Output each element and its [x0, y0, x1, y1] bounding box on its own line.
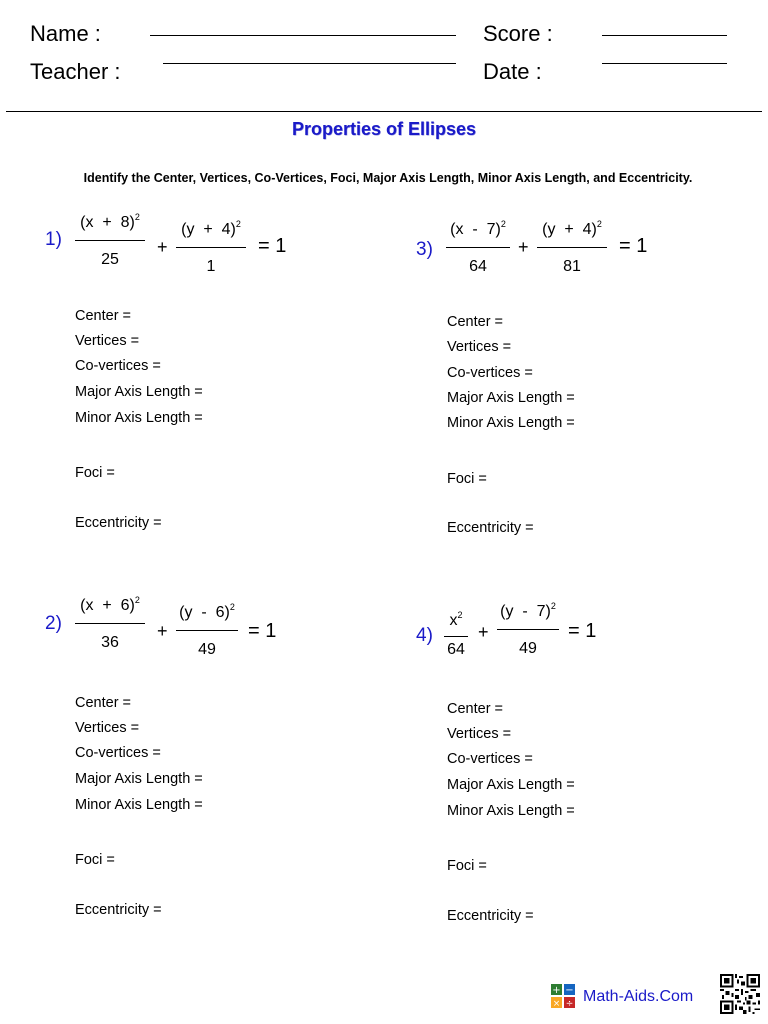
problem-number: 3)	[416, 239, 433, 260]
problem-number: 4)	[416, 625, 433, 646]
instructions: Identify the Center, Vertices, Co-Vertices, Foci, Major Axis Length, Minor Axis Length, and Eccentricity.	[83, 171, 693, 185]
major-axis-field[interactable]: Major Axis Length =	[447, 390, 575, 406]
co-vertices-field[interactable]: Co-vertices =	[75, 745, 161, 761]
header-divider	[6, 111, 762, 112]
page-title: Properties of Ellipses	[291, 119, 477, 139]
score-blank[interactable]	[602, 35, 727, 36]
foci-field[interactable]: Foci =	[75, 465, 115, 481]
fraction-y: (y - 7)$^2$ 49	[497, 601, 559, 658]
fraction-y: $(y + 4)^2$ 81	[537, 219, 607, 276]
plus-sign: +	[157, 621, 168, 641]
foci-field[interactable]: Foci =	[447, 471, 487, 487]
co-vertices-field[interactable]: Co-vertices =	[447, 365, 533, 381]
problem-number: 1)	[45, 229, 62, 250]
teacher-label: Teacher :	[30, 59, 121, 84]
plus-sign: +	[478, 622, 489, 642]
name-label: Name :	[30, 21, 101, 46]
minor-axis-field[interactable]: Minor Axis Length =	[447, 415, 575, 431]
teacher-blank[interactable]	[163, 63, 456, 64]
calculator-icon	[551, 984, 575, 1008]
eccentricity-field[interactable]: Eccentricity =	[447, 908, 534, 924]
center-field[interactable]: Center =	[447, 701, 504, 717]
equals-one: = 1	[248, 620, 277, 642]
fraction-y: (y - 6)$^2$ 49	[176, 602, 238, 659]
problem-number: 2)	[45, 613, 62, 634]
site-link[interactable]: Math-Aids.Com	[583, 988, 694, 1005]
qr-code-icon	[720, 974, 760, 1014]
center-field[interactable]: Center =	[75, 695, 132, 711]
foci-field[interactable]: Foci =	[447, 858, 487, 874]
major-axis-field[interactable]: Major Axis Length =	[447, 777, 575, 793]
equals-one: = 1	[258, 235, 287, 257]
fraction-x: $x^2$ 64	[444, 610, 468, 659]
center-field[interactable]: Center =	[447, 314, 504, 330]
name-blank[interactable]	[150, 35, 456, 36]
date-blank[interactable]	[602, 63, 727, 64]
vertices-field[interactable]: Vertices =	[447, 726, 512, 742]
vertices-field[interactable]: Vertices =	[447, 339, 512, 355]
eccentricity-field[interactable]: Eccentricity =	[75, 902, 162, 918]
foci-field[interactable]: Foci =	[75, 852, 115, 868]
vertices-field[interactable]: Vertices =	[75, 333, 140, 349]
minor-axis-field[interactable]: Minor Axis Length =	[75, 410, 203, 426]
major-axis-field[interactable]: Major Axis Length =	[75, 384, 203, 400]
equals-one: = 1	[568, 620, 597, 642]
minor-axis-field[interactable]: Minor Axis Length =	[75, 797, 203, 813]
svg-text:+: +	[552, 985, 561, 996]
date-label: Date :	[483, 59, 542, 84]
vertices-field[interactable]: Vertices =	[75, 720, 140, 736]
eccentricity-field[interactable]: Eccentricity =	[75, 515, 162, 531]
fraction-x: (x - 7)$^2$ 64	[446, 219, 510, 276]
center-field[interactable]: Center =	[75, 308, 132, 324]
co-vertices-field[interactable]: Co-vertices =	[447, 751, 533, 767]
plus-sign: +	[157, 237, 168, 257]
equals-one: = 1	[619, 235, 648, 257]
eccentricity-field[interactable]: Eccentricity =	[447, 520, 534, 536]
fraction-y: $(y + 4)^2$ 1	[176, 219, 246, 276]
major-axis-field[interactable]: Major Axis Length =	[75, 771, 203, 787]
fraction-x: $(x + 6)^2$ 36	[75, 595, 145, 652]
fraction-x: $(x + 8)^2$ 25	[75, 212, 145, 269]
svg-text:÷: ÷	[565, 999, 574, 1008]
minor-axis-field[interactable]: Minor Axis Length =	[447, 803, 575, 819]
svg-text:−: −	[565, 985, 574, 996]
score-label: Score :	[483, 21, 553, 46]
plus-sign: +	[518, 237, 529, 257]
co-vertices-field[interactable]: Co-vertices =	[75, 358, 161, 374]
svg-text:×: ×	[552, 999, 561, 1008]
